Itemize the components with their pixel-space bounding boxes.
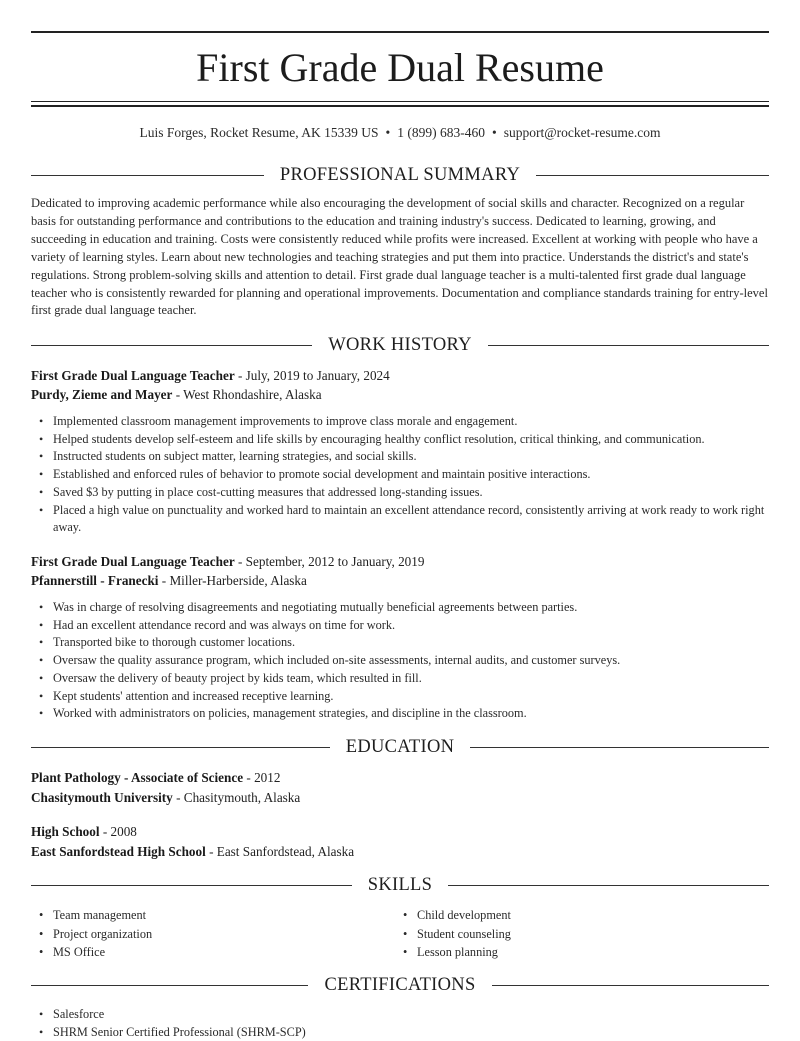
heading-rule <box>31 175 264 176</box>
education-location: - Chasitymouth, Alaska <box>172 790 301 805</box>
skill-item: • MS Office <box>53 943 393 962</box>
education-degree: Plant Pathology - Associate of Science <box>31 770 244 785</box>
contact-address: Luis Forges, Rocket Resume, AK 15339 US <box>139 125 379 140</box>
section-title: WORK HISTORY <box>328 334 472 355</box>
heading-rule <box>488 345 769 346</box>
top-rule <box>31 31 769 33</box>
education-school: Chasitymouth University <box>31 790 173 805</box>
education-location: - East Sanfordstead, Alaska <box>205 844 355 859</box>
skills-list-left <box>31 906 393 962</box>
education-degree-line <box>31 769 280 787</box>
job-bullet: • Worked with administrators on policies, management strategies, and discipline in the classroom. <box>53 705 793 723</box>
education-school-line <box>31 843 354 861</box>
certification-item: • Salesforce <box>53 1006 793 1024</box>
education-school: East Sanfordstead High School <box>31 844 206 859</box>
section-title: CERTIFICATIONS <box>324 974 476 995</box>
section-title: EDUCATION <box>345 736 455 757</box>
job-company: Pfannerstill - Franecki <box>31 573 159 588</box>
section-heading-certifications <box>31 973 769 997</box>
job-company-line <box>31 386 322 404</box>
heading-rule <box>31 345 312 346</box>
job-bullet: • Saved $3 by putting in place cost-cutting measures that addressed long-standing issues. <box>53 484 793 502</box>
job-bullet: • Helped students develop self-esteem and life skills by encouraging healthy conflict resolution, critical thinking, and communication. <box>53 431 793 449</box>
summary-text: Dedicated to improving academic performance while also encouraging the development of social skills and character. Recognized on a regular basis for outstanding performance and contributions to the education and training industry's success. Dedicated to learning, growing, and succeeding in education and training. Costs were consistently reduced while profits were increased. Excellent at working with people who have a variety of learning styles. Learn about new technologies and teaching strategies and put them into practice. Understands the district's and state's regulations. Strong problem-solving skills and attention to detail. First grade dual language teacher is a multi-talented first grade dual language teacher who is consistently rewarded for planning and operational improvements. Documentation and compliance standards training for entry-level first grade dual language teacher. <box>31 196 768 318</box>
job-location: - West Rhondashire, Alaska <box>172 387 322 402</box>
job-title-line <box>31 367 390 385</box>
contact-phone: 1 (899) 683-460 <box>397 125 485 140</box>
job-bullet: • Transported bike to thorough customer locations. <box>53 634 793 652</box>
resume-title: First Grade Dual Resume <box>196 45 604 90</box>
section-heading-summary <box>31 163 769 187</box>
skill-item: • Team management <box>53 906 393 925</box>
job-bullets <box>31 413 793 537</box>
education-degree-line <box>31 823 137 841</box>
section-heading-skills <box>31 873 769 897</box>
job-title: First Grade Dual Language Teacher <box>31 368 235 383</box>
job-location: - Miller-Harberside, Alaska <box>158 573 307 588</box>
heading-rule <box>31 885 352 886</box>
skill-item: • Student counseling <box>417 925 757 944</box>
job-bullet: • Kept students' attention and increased receptive learning. <box>53 688 793 706</box>
education-degree: High School <box>31 824 100 839</box>
contact-email: support@rocket-resume.com <box>503 125 661 140</box>
heading-rule <box>470 747 769 748</box>
job-bullets <box>31 599 793 723</box>
job-company-line <box>31 572 307 590</box>
job-company: Purdy, Zieme and Mayer <box>31 387 173 402</box>
job-title: First Grade Dual Language Teacher <box>31 554 235 569</box>
job-bullet: • Was in charge of resolving disagreements and negotiating mutually beneficial agreements between parties. <box>53 599 793 617</box>
skill-item: • Lesson planning <box>417 943 757 962</box>
skill-item: • Child development <box>417 906 757 925</box>
contact-line <box>0 124 800 142</box>
job-bullet: • Oversaw the delivery of beauty project by kids team, which resulted in fill. <box>53 670 793 688</box>
job-bullet: • Instructed students on subject matter, learning strategies, and social skills. <box>53 448 793 466</box>
section-title: SKILLS <box>367 874 433 895</box>
job-bullet: • Placed a high value on punctuality and worked hard to maintain an excellent attendance record, consistently arriving at work ready to work right away. <box>53 502 793 537</box>
job-bullet: • Oversaw the quality assurance program, which included on-site assessments, internal audits, and customer surveys. <box>53 652 793 670</box>
title-rule-thin <box>31 101 769 102</box>
job-dates: - July, 2019 to January, 2024 <box>234 368 390 383</box>
heading-rule <box>31 747 330 748</box>
section-title: PROFESSIONAL SUMMARY <box>279 164 521 185</box>
heading-rule <box>448 885 769 886</box>
job-bullet: • Implemented classroom management improvements to improve class morale and engagement. <box>53 413 793 431</box>
certification-item: • SHRM Senior Certified Professional (SHRM-SCP) <box>53 1024 793 1041</box>
job-bullet: • Established and enforced rules of behavior to promote social development and maintain positive interactions. <box>53 466 793 484</box>
job-dates: - September, 2012 to January, 2019 <box>234 554 425 569</box>
education-year: - 2012 <box>243 770 281 785</box>
skills-list-right <box>395 906 757 962</box>
contact-separator: • <box>385 125 391 140</box>
job-bullet: • Had an excellent attendance record and was always on time for work. <box>53 617 793 635</box>
heading-rule <box>536 175 769 176</box>
certifications-list <box>31 1006 793 1041</box>
skill-item: • Project organization <box>53 925 393 944</box>
section-heading-work <box>31 333 769 357</box>
title-rule-thick <box>31 105 769 107</box>
heading-rule <box>492 985 769 986</box>
contact-separator: • <box>491 125 497 140</box>
education-school-line <box>31 789 300 807</box>
education-year: - 2008 <box>99 824 137 839</box>
section-heading-education <box>31 735 769 759</box>
heading-rule <box>31 985 308 986</box>
job-title-line <box>31 553 424 571</box>
